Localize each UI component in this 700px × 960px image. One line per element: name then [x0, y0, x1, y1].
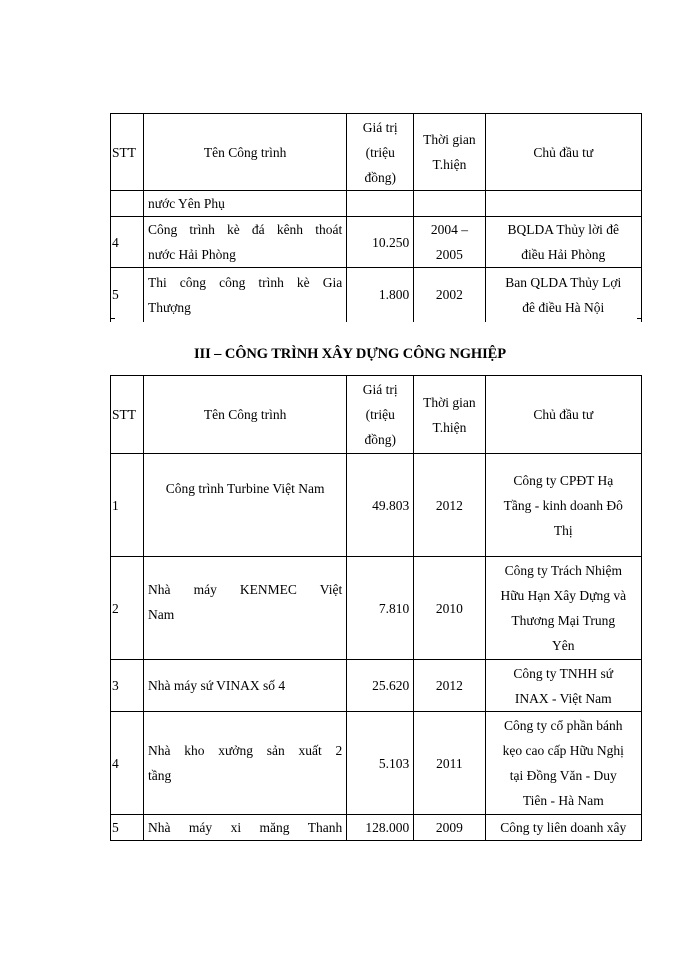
cell-stt: 4 — [111, 217, 144, 268]
cell-value: 128.000 — [347, 815, 414, 841]
cell-stt: 4 — [111, 712, 144, 815]
table-edge-tick — [110, 318, 115, 319]
table-row — [111, 217, 642, 268]
cell-owner: Công ty TNHH sứ INAX - Việt Nam — [485, 660, 641, 712]
cell-time: 2012 — [414, 454, 485, 557]
cell-stt — [111, 191, 144, 217]
cell-value: 7.810 — [347, 557, 414, 660]
cell-owner: Ban QLDA Thủy Lợi đê điều Hà Nội — [485, 268, 641, 322]
cell-owner: Công ty CPĐT Hạ Tầng - kinh doanh Đô Thị — [485, 454, 641, 557]
cell-name: Nhà máy sứ VINAX số 4 — [143, 660, 346, 712]
table-water-works-continued — [110, 113, 642, 322]
header-name: Tên Công trình — [143, 114, 346, 191]
header-time: Thời gian T.hiện — [414, 114, 485, 191]
table-industrial-works — [110, 375, 642, 841]
cell-value: 5.103 — [347, 712, 414, 815]
cell-value: 25.620 — [347, 660, 414, 712]
header-name: Tên Công trình — [143, 376, 346, 454]
table-row — [111, 268, 642, 322]
cell-value: 1.800 — [347, 268, 414, 322]
cell-name: Nhà máy xi măng Thanh — [143, 815, 346, 841]
cell-name: Thi công công trình kè Gia Thượng — [143, 268, 346, 322]
cell-stt: 2 — [111, 557, 144, 660]
cell-stt: 5 — [111, 268, 144, 322]
cell-value: 49.803 — [347, 454, 414, 557]
cell-name: Nhà máy KENMEC Việt Nam — [143, 557, 346, 660]
cell-name: Công trình kè đá kênh thoát nước Hải Phòng — [143, 217, 346, 268]
cell-time — [414, 191, 485, 217]
cell-owner — [485, 191, 641, 217]
header-stt: STT — [111, 114, 144, 191]
section-heading: III – CÔNG TRÌNH XÂY DỰNG CÔNG NGHIỆP — [194, 346, 506, 362]
cell-stt: 5 — [111, 815, 144, 841]
table-row — [111, 815, 642, 841]
cell-value — [347, 191, 414, 217]
header-time: Thời gian T.hiện — [414, 376, 485, 454]
cell-time: 2011 — [414, 712, 485, 815]
header-owner: Chủ đầu tư — [485, 376, 641, 454]
header-value: Giá trị (triệu đồng) — [347, 376, 414, 454]
header-value: Giá trị (triệu đồng) — [347, 114, 414, 191]
cell-name: Nhà kho xưởng sản xuất 2 tầng — [143, 712, 346, 815]
table-row — [111, 557, 642, 660]
cell-name: Công trình Turbine Việt Nam — [143, 454, 346, 557]
cell-owner: Công ty Trách Nhiệm Hữu Hạn Xây Dựng và Thương Mại Trung Yên — [485, 557, 641, 660]
cell-owner: Công ty cổ phần bánh kẹo cao cấp Hữu Nghị tại Đồng Văn - Duy Tiên - Hà Nam — [485, 712, 641, 815]
cell-name: nước Yên Phụ — [143, 191, 346, 217]
cell-owner: Công ty liên doanh xây — [485, 815, 641, 841]
table-header-row — [111, 114, 642, 191]
cell-time: 2012 — [414, 660, 485, 712]
cell-time: 2004 – 2005 — [414, 217, 485, 268]
cell-time: 2010 — [414, 557, 485, 660]
cell-stt: 1 — [111, 454, 144, 557]
table-row — [111, 191, 642, 217]
cell-time: 2002 — [414, 268, 485, 322]
table-row — [111, 712, 642, 815]
cell-stt: 3 — [111, 660, 144, 712]
table-row — [111, 660, 642, 712]
cell-owner: BQLDA Thủy lời đê điều Hải Phòng — [485, 217, 641, 268]
table-header-row — [111, 376, 642, 454]
cell-time: 2009 — [414, 815, 485, 841]
header-stt: STT — [111, 376, 144, 454]
header-owner: Chủ đầu tư — [485, 114, 641, 191]
table-row — [111, 454, 642, 557]
table-edge-tick — [637, 318, 642, 319]
cell-value: 10.250 — [347, 217, 414, 268]
